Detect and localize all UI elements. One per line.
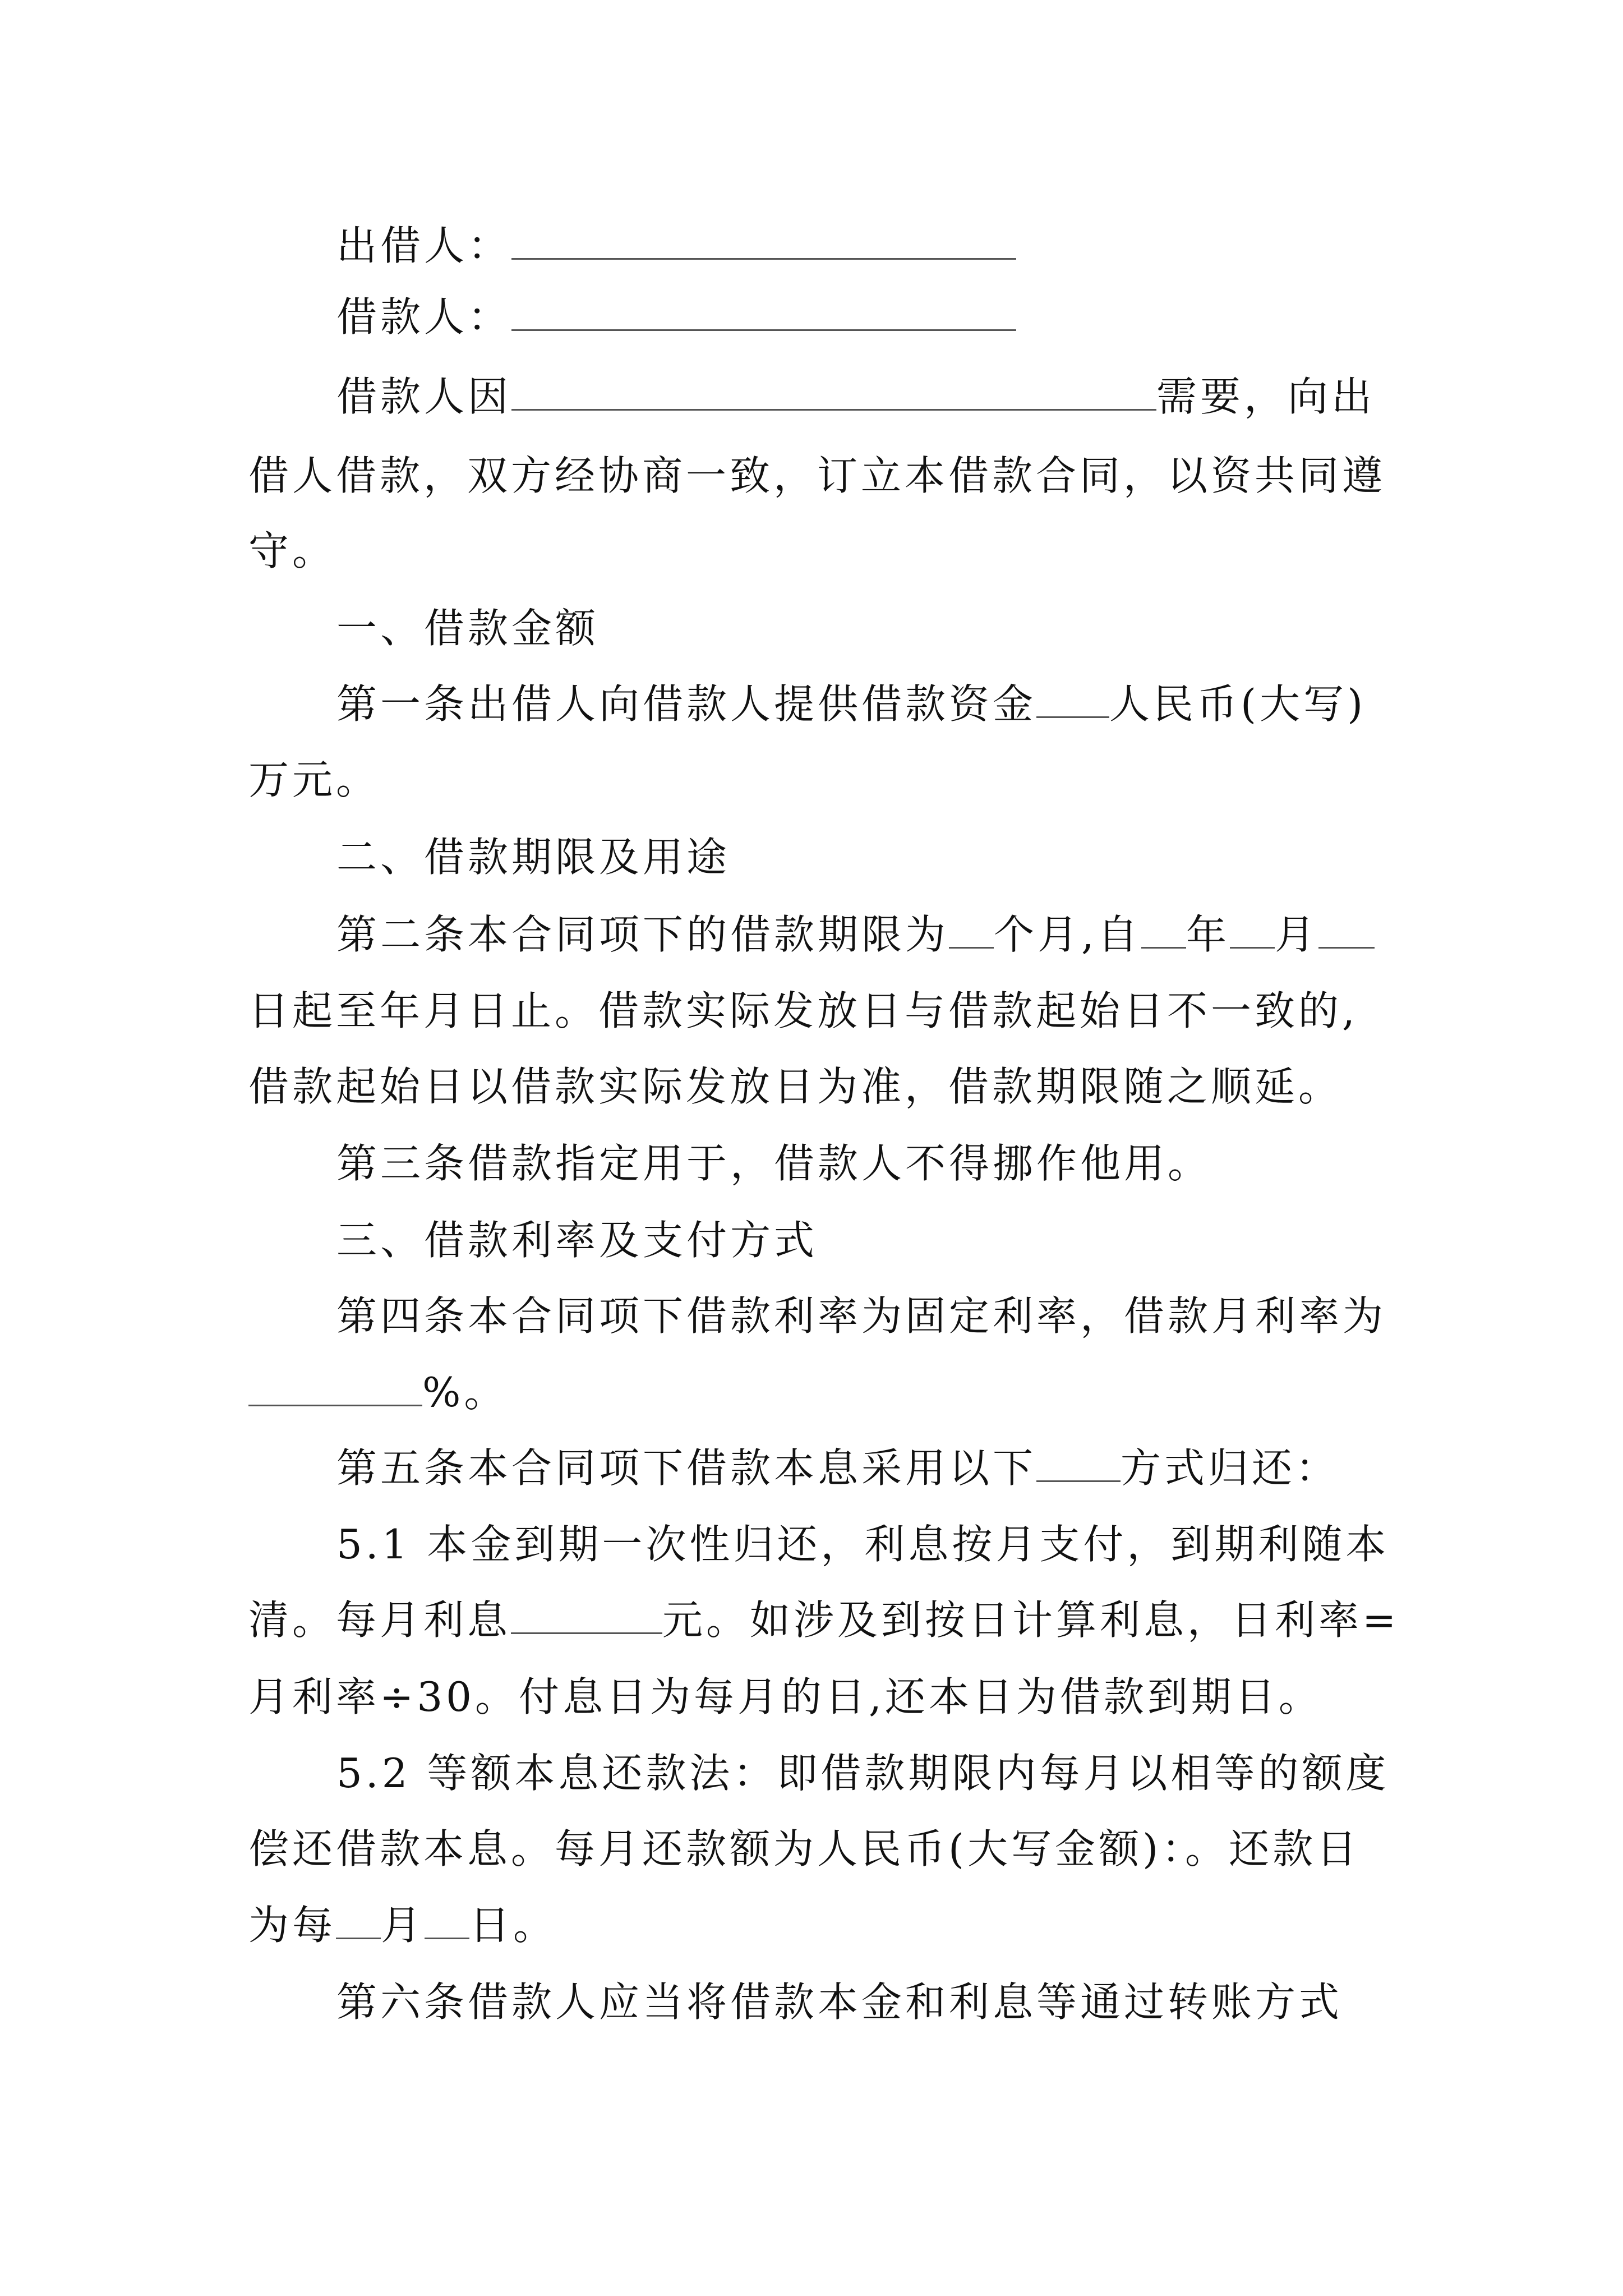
clause-5-2-text-a: 为每	[248, 1902, 336, 1949]
purpose-blank	[511, 370, 1156, 411]
article-1-line-1	[336, 676, 1366, 732]
borrower-blank	[511, 290, 1016, 331]
article-2-text-b: 个月,自	[994, 911, 1141, 958]
article-1-suffix: 人民币(大写)	[1109, 680, 1367, 728]
section-3-heading: 三、借款利率及支付方式	[336, 1217, 818, 1264]
lender-blank	[511, 219, 1016, 260]
preamble-suffix: 需要，向出	[1156, 373, 1376, 420]
section-2-heading: 二、借款期限及用途	[336, 834, 731, 881]
lender-label: 出借人：	[336, 222, 512, 269]
preamble-line-2: 借人借款，双方经协商一致，订立本借款合同，以资共同遵	[248, 452, 1386, 499]
article-4-line-1: 第四条本合同项下借款利率为固定利率，借款月利率为	[336, 1292, 1387, 1340]
clause-5-2-text-b: 月	[381, 1902, 425, 1949]
clause-5-1-prefix: 清。每月利息	[248, 1596, 511, 1644]
article-4-line-2	[248, 1364, 508, 1420]
clause-5-2-line-1: 5.2 等额本息还款法：即借款期限内每月以相等的额度	[336, 1750, 1390, 1797]
borrower-label: 借款人：	[336, 293, 512, 341]
lender-line	[336, 218, 1016, 274]
article-5-line-1	[336, 1440, 1339, 1496]
article-2-text-d: 月	[1274, 911, 1318, 958]
article-2-line-1	[336, 907, 1375, 963]
article-5-suffix: 方式归还：	[1121, 1444, 1340, 1492]
preamble-line-1	[336, 369, 1375, 425]
article-6-line-1: 第六条借款人应当将借款本金和利息等通过转账方式	[336, 1978, 1343, 2026]
clause-5-2-line-3	[248, 1897, 557, 1953]
article-2-text-c: 年	[1186, 911, 1230, 958]
article-2-line-2: 日起至年月日止。借款实际发放日与借款起始日不一致的,	[248, 987, 1358, 1034]
clause-5-2-line-2: 偿还借款本息。每月还款额为人民币(大写金额)：。还款日	[248, 1825, 1361, 1872]
article-1-prefix: 第一条出借人向借款人提供借款资金	[336, 680, 1037, 728]
article-2-text-a: 第二条本合同项下的借款期限为	[336, 911, 949, 958]
day-blank	[1318, 908, 1375, 949]
months-blank	[949, 908, 994, 949]
year-blank	[1141, 908, 1186, 949]
clause-5-1-suffix: 元。如涉及到按日计算利息，日利率=	[662, 1596, 1400, 1644]
clause-5-1-line-1: 5.1 本金到期一次性归还，利息按月支付，到期利随本	[336, 1521, 1390, 1568]
preamble-prefix: 借款人因	[336, 373, 512, 420]
amount-blank	[1036, 677, 1109, 718]
month-blank	[1230, 908, 1275, 949]
section-1-heading: 一、借款金额	[336, 605, 600, 652]
article-2-line-3: 借款起始日以借款实际发放日为准，借款期限随之顺延。	[248, 1063, 1343, 1110]
clause-5-2-text-c: 日。	[469, 1902, 557, 1949]
article-5-prefix: 第五条本合同项下借款本息采用以下	[336, 1444, 1037, 1492]
method-blank	[1036, 1441, 1121, 1482]
article-1-line-2: 万元。	[248, 756, 380, 803]
preamble-line-3: 守。	[248, 527, 336, 574]
clause-5-1-line-3: 月利率÷30。付息日为每月的日,还本日为借款到期日。	[248, 1673, 1322, 1720]
interest-blank	[511, 1593, 662, 1634]
clause-5-1-line-2	[248, 1592, 1399, 1648]
article-4-suffix: %。	[422, 1369, 508, 1416]
repay-day-blank	[425, 1898, 469, 1939]
article-3: 第三条借款指定用于，借款人不得挪作他用。	[336, 1140, 1212, 1187]
repay-month-blank	[336, 1898, 381, 1939]
rate-blank	[248, 1365, 422, 1406]
borrower-line	[336, 289, 1016, 345]
